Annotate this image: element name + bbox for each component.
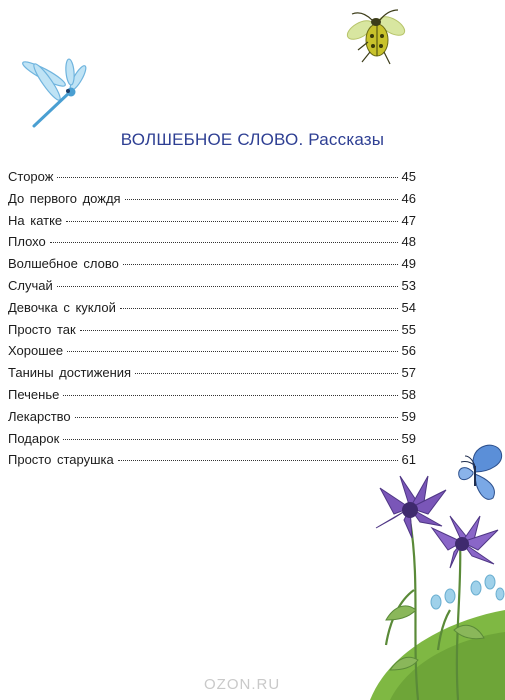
toc-entry-page: 59	[401, 408, 416, 424]
beetle-icon	[340, 6, 410, 72]
toc-entry-page: 56	[401, 343, 416, 359]
toc-entry-page: 59	[401, 430, 416, 446]
toc-dot-leader	[50, 242, 398, 243]
toc-dot-leader	[135, 373, 398, 374]
toc-entry[interactable]	[8, 278, 416, 300]
toc-entry[interactable]	[8, 169, 416, 191]
toc-entry-page: 46	[401, 190, 416, 206]
toc-dot-leader	[63, 439, 398, 440]
toc-entry-page: 53	[401, 277, 416, 293]
toc-entry-page: 45	[401, 169, 416, 184]
toc-entry[interactable]	[8, 234, 416, 256]
toc-entry-page: 47	[401, 212, 416, 228]
cornflower-icon	[376, 476, 446, 538]
toc-entry-title: Волшебное слово	[8, 256, 119, 272]
toc-entry-title: До первого дождя	[8, 190, 121, 206]
toc-entry-title: Сторож	[8, 169, 54, 184]
cornflower-illustration	[350, 470, 505, 700]
watermark: OZON.RU	[204, 676, 281, 693]
toc-dot-leader	[57, 286, 398, 287]
toc-entry-page: 58	[401, 386, 416, 402]
toc-entry-title: Хорошее	[8, 343, 64, 359]
toc-entry[interactable]	[8, 213, 416, 235]
toc-dot-leader	[118, 460, 398, 461]
toc-dot-leader	[80, 330, 398, 331]
toc-entry[interactable]	[8, 256, 416, 278]
toc-entry[interactable]	[8, 387, 416, 409]
toc-entry-page: 48	[401, 234, 416, 250]
toc-entry[interactable]	[8, 322, 416, 344]
toc-entry-title: Девочка с куклой	[8, 299, 116, 315]
cornflower-icon	[432, 516, 498, 568]
toc-entry[interactable]	[8, 365, 416, 387]
toc-dot-leader	[66, 221, 398, 222]
toc-entry-page: 57	[401, 365, 416, 381]
toc-entry-title: Подарок	[8, 430, 60, 446]
toc-entry[interactable]	[8, 409, 416, 431]
toc-entry-title: На катке	[8, 212, 63, 228]
toc-entry[interactable]	[8, 343, 416, 365]
toc-entry-title: Танины достижения	[8, 365, 132, 381]
dragonfly-icon	[12, 52, 92, 127]
toc-dot-leader	[125, 199, 398, 200]
toc-dot-leader	[67, 351, 398, 352]
toc-entry-page: 54	[401, 299, 416, 315]
toc-entry-title: Просто старушка	[8, 452, 114, 468]
toc-dot-leader	[75, 417, 398, 418]
table-of-contents	[8, 169, 416, 474]
toc-entry[interactable]	[8, 191, 416, 213]
toc-entry-title: Печенье	[8, 386, 60, 402]
toc-entry-title: Просто так	[8, 321, 76, 337]
toc-entry-page: 61	[401, 452, 416, 468]
toc-entry-title: Лекарство	[8, 408, 71, 424]
toc-entry-title: Случай	[8, 277, 53, 293]
toc-entry-page: 49	[401, 256, 416, 272]
toc-dot-leader	[123, 264, 398, 265]
toc-entry[interactable]	[8, 431, 416, 453]
page-title: ВОЛШЕБНОЕ СЛОВО. Рассказы	[120, 130, 385, 149]
toc-dot-leader	[120, 308, 398, 309]
toc-dot-leader	[63, 395, 398, 396]
toc-entry-title: Плохо	[8, 234, 46, 250]
toc-entry-page: 55	[401, 321, 416, 337]
toc-dot-leader	[57, 177, 398, 178]
toc-entry[interactable]	[8, 300, 416, 322]
